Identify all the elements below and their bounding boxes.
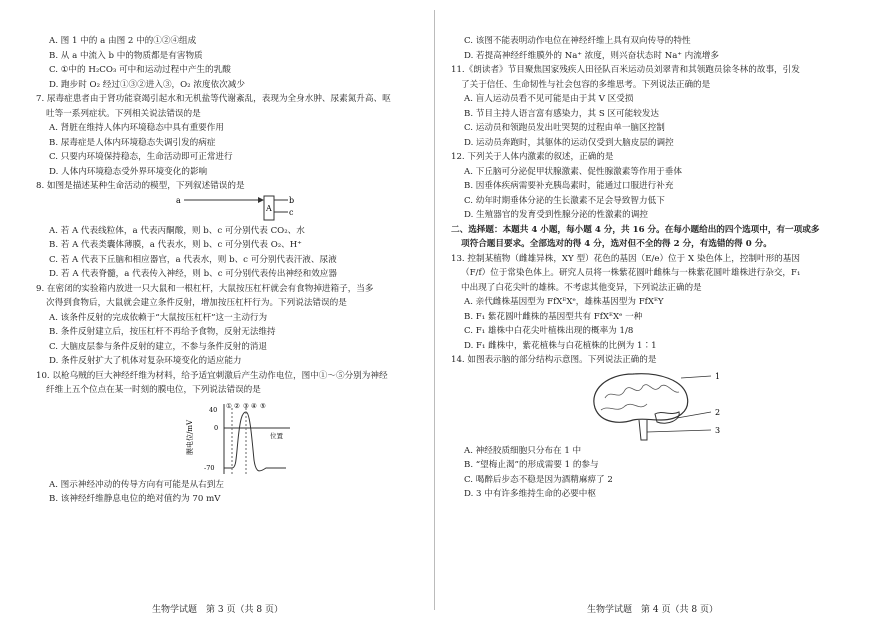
text-line: C. 运动员和领跑员发出吐哭契的过程由单一脑区控制 xyxy=(464,123,665,133)
text-line: B. 因垂体疾病需要补充胰岛素时，能通过口服进行补充 xyxy=(464,181,674,191)
figure-14-brain xyxy=(451,368,850,444)
text-line: C. 若 A 代表下丘脑和相应器官，a 代表水，则 b、c 可分别代表汗液、尿液 xyxy=(49,254,337,265)
text-line: 吐等一系列症状。下列相关说法错误的是 xyxy=(46,108,201,119)
text-line: 10. 以枪乌贼的巨大神经纤维为材料，给予适宜刺激后产生动作电位，图中①～⑤分别为神经 xyxy=(36,370,388,381)
text-line: A. 该条件反射的完成依赖于“大鼠按压杠杆”这一主动行为 xyxy=(49,312,268,323)
text-line: C. 大脑皮层参与条件反射的建立，不参与条件反射的消退 xyxy=(49,341,267,352)
text-line: B. F₁ 紫花圆叶雌株的基因型共有 FfXᴱXᵉ 一种 xyxy=(464,311,643,322)
fig8-label-a: a xyxy=(176,195,181,205)
fig14-label-1: 1 xyxy=(715,371,721,381)
text-line: 11.《朗读者》节目聚焦国家残疾人田径队百米运动员刘翠青和其领跑员徐冬林的故事，引发 xyxy=(451,65,800,75)
text-line: 中出现了白花尖叶的雄株。不考虑其他变异，下列说法正确的是 xyxy=(461,282,702,293)
text-line: 12. 下列关于人体内激素的叙述，正确的是 xyxy=(451,152,614,162)
text-line: C. 喝醉后步态不稳是因为酒精麻痹了 2 xyxy=(464,474,613,485)
text-line: A. 盲人运动员看不见可能是由于其 V 区受损 xyxy=(464,94,634,104)
text-line: 了关于信任、生命韧性与社会包容的多维思考。下列说法正确的是 xyxy=(461,79,711,90)
text-line: B. “望梅止渴”的形成需要 1 的参与 xyxy=(464,460,599,470)
model-diagram xyxy=(176,194,296,224)
fig10-ytick-0: 0 xyxy=(214,423,219,432)
figure-8-model xyxy=(36,194,421,224)
text-line: C. 只要内环境保持稳态，生命活动即可正常进行 xyxy=(49,152,233,162)
page-4 xyxy=(435,0,870,629)
text-line: B. 尿毒症是人体内环境稳态失调引发的病症 xyxy=(49,137,216,148)
left-bottom-lines xyxy=(36,478,421,507)
fig14-label-3: 3 xyxy=(715,425,721,435)
text-line: B. 节目主持人语言富有感染力，其 S 区可能较发达 xyxy=(464,108,660,119)
text-line: 14. 如图表示脑的部分结构示意图。下列说法正确的是 xyxy=(451,355,657,365)
text-line: 7. 尿毒症患者由于肾功能衰竭引起水和无机盐等代谢紊乱，表现为全身水肿、尿素氮升高、呕 xyxy=(36,94,391,104)
text-line: C. 该图不能表明动作电位在神经纤维上具有双向传导的特性 xyxy=(464,36,691,46)
left-top-lines xyxy=(36,34,421,194)
fig14-label-2: 2 xyxy=(715,407,721,417)
text-line: 次得到食物后，大鼠就会建立条件反射，增加按压杠杆行为。下列说法错误的是 xyxy=(46,298,347,308)
text-line: A. 下丘脑可分泌促甲状腺激素、促性腺激素等作用于垂体 xyxy=(464,166,682,177)
text-line: C. 幼年时期垂体分泌的生长激素不足会导致智力低下 xyxy=(464,195,665,206)
text-line: 项符合题目要求。全部选对的得 4 分，选对但不全的得 2 分，有选错的得 0 分。 xyxy=(461,239,772,249)
text-line: B. 条件反射建立后，按压杠杆不再给予食物，反射无法维持 xyxy=(49,327,276,337)
text-line: A. 亲代雌株基因型为 FfXᴱXᵉ，雄株基因型为 FfXᴱY xyxy=(464,297,664,307)
text-line: 纤维上五个位点在某一时刻的膜电位，下列说法错误的是 xyxy=(46,385,261,395)
fig10-ylabel: 膜电位/mV xyxy=(186,419,194,455)
text-line: 二、选择题：本题共 4 小题，每小题 4 分，共 16 分。在每小题给出的四个选项中，有一项或多 xyxy=(451,224,820,235)
text-line: D. 3 中有许多维持生命的必要中枢 xyxy=(464,489,596,499)
text-line: D. 生殖器官的发育受到性腺分泌的性激素的调控 xyxy=(464,210,648,220)
fig10-xlabel: 位置 xyxy=(270,431,283,440)
fig10-point-2: ② xyxy=(234,401,240,410)
text-line: 9. 在密闭的实验箱内放进一只大鼠和一根杠杆，大鼠按压杠杆就会有食物掉进箱子，当多 xyxy=(36,283,374,294)
text-line: D. 条件反射扩大了机体对复杂环境变化的适应能力 xyxy=(49,356,242,366)
fig8-label-c: c xyxy=(289,207,294,217)
fig10-point-4: ④ xyxy=(251,401,257,410)
fig10-point-5: ⑤ xyxy=(260,401,266,410)
page-footer-right: 生物学试题 第 4 页（共 8 页） xyxy=(587,605,718,615)
text-line: D. 若提高神经纤维膜外的 Na⁺ 浓度，则兴奋状态时 Na⁺ 内流增多 xyxy=(464,50,719,61)
text-line: C. ①中的 H₂CO₃ 可中和运动过程中产生的乳酸 xyxy=(49,65,231,75)
text-line: A. 图示神经冲动的传导方向有可能是从右到左 xyxy=(49,479,224,490)
text-line: B. 从 a 中流入 b 中的物质都是有害物质 xyxy=(49,50,203,61)
text-line: A. 肾脏在维持人体内环境稳态中具有重要作用 xyxy=(49,123,224,133)
fig8-label-A: A xyxy=(266,203,272,213)
text-line: B. 该神经纤维静息电位的绝对值约为 70 mV xyxy=(49,494,221,504)
text-line: C. F₁ 雄株中白花尖叶植株出现的概率为 1/8 xyxy=(464,326,634,336)
page-footer-left: 生物学试题 第 3 页（共 8 页） xyxy=(152,605,283,615)
fig8-label-b: b xyxy=(289,195,295,205)
text-line: D. 人体内环境稳态受外界环境变化的影响 xyxy=(49,166,208,177)
text-line: D. F₁ 雌株中，紫花植株与白花植株的比例为 1∶1 xyxy=(464,340,657,351)
figure-10-membrane-potential xyxy=(36,398,421,478)
fig10-ytick-minus70: -70 xyxy=(204,463,215,472)
fig10-point-3: ③ xyxy=(243,401,249,410)
left-mid-lines xyxy=(36,224,421,398)
text-line: D. 若 A 代表脊髓，a 代表传入神经，则 b、c 可分别代表传出神经和效应器 xyxy=(49,269,337,279)
right-bottom-lines xyxy=(451,444,850,502)
membrane-potential-graph xyxy=(186,400,296,480)
fig10-point-1: ① xyxy=(226,401,232,410)
fig10-ytick-40: 40 xyxy=(209,405,218,414)
brain-diagram xyxy=(581,368,731,444)
text-line: B. 若 A 代表类囊体薄膜，a 代表水，则 b、c 可分别代表 O₂、H⁺ xyxy=(49,240,302,250)
text-line: D. 跑步时 O₂ 经过①③②进入③，O₂ 浓度依次减少 xyxy=(49,79,245,90)
text-line: （F/f）位于常染色体上。研究人员将一株紫花圆叶雌株与一株紫花圆叶雄株进行杂交，F₁ xyxy=(461,268,801,278)
text-line: A. 若 A 代表线粒体，a 代表丙酮酸，则 b、c 可分别代表 CO₂、水 xyxy=(49,225,305,236)
text-line: A. 神经胶质细胞只分布在 1 中 xyxy=(464,445,582,456)
text-line: A. 图 1 中的 a 由图 2 中的①②④组成 xyxy=(49,36,197,46)
right-top-lines xyxy=(451,34,850,368)
text-line: 8. 如图是描述某种生命活动的模型，下列叙述错误的是 xyxy=(36,181,245,191)
text-line: 13. 控制某植物（雌雄异株，XY 型）花色的基因（E/e）位于 X 染色体上，控制叶形的基因 xyxy=(451,253,800,264)
text-line: D. 运动员奔跑时，其躯体的运动仅受到大脑皮层的调控 xyxy=(464,137,674,148)
